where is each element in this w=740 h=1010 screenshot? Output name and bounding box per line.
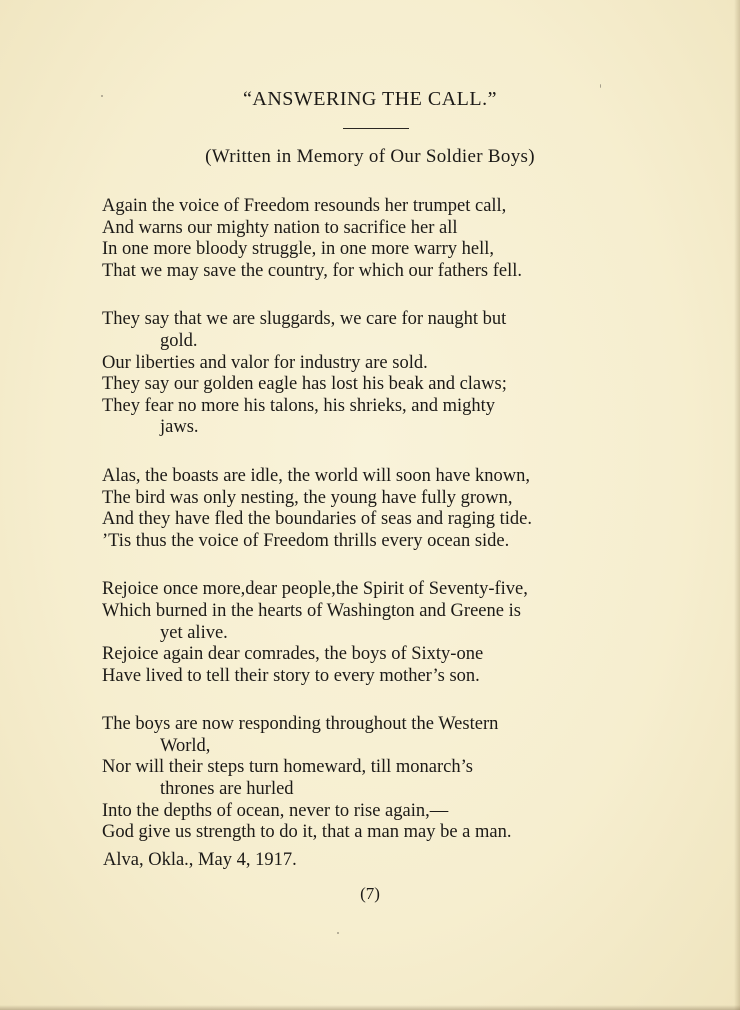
poem-body — [102, 196, 662, 871]
poem-line: Which burned in the hearts of Washington and Greene is — [102, 600, 521, 621]
poem-line-continuation: yet alive. — [160, 622, 228, 643]
stanza-4 — [102, 579, 662, 687]
stanza-2 — [102, 309, 662, 439]
poem-line: And warns our mighty nation to sacrifice her all — [102, 217, 458, 238]
poem-line-continuation: jaws. — [160, 417, 199, 438]
poem-line: Have lived to tell their story to every mother’s son. — [102, 665, 480, 686]
poem-line: Our liberties and valor for industry are sold. — [102, 352, 428, 373]
paper-speck — [101, 95, 103, 97]
poem-line: And they have fled the boundaries of seas and raging tide. — [102, 509, 532, 530]
poem-line: Again the voice of Freedom resounds her trumpet call, — [102, 196, 507, 216]
poem-line-continuation: gold. — [160, 330, 198, 351]
poem-line: They say our golden eagle has lost his beak and claws; — [102, 374, 507, 395]
poem-subtitle: (Written in Memory of Our Soldier Boys) — [205, 146, 535, 167]
stanza-1 — [102, 196, 662, 282]
place-and-date: Alva, Okla., May 4, 1917. — [103, 850, 297, 870]
poem-line: They say that we are sluggards, we care for naught but — [102, 309, 507, 330]
poem-line: Into the depths of ocean, never to rise again,— — [102, 800, 449, 821]
poem-line: Rejoice again dear comrades, the boys of Sixty-one — [102, 644, 484, 665]
poem-line: The bird was only nesting, the young have fully grown, — [102, 487, 513, 508]
poem-line: The boys are now responding throughout the Western — [102, 714, 499, 735]
page-number: (7) — [360, 884, 380, 903]
poem-title: “ANSWERING THE CALL.” — [243, 88, 497, 110]
poem-line: Rejoice once more,dear people,the Spirit of Seventy-five, — [102, 579, 528, 600]
poem-line: In one more bloody struggle, in one more warry hell, — [102, 239, 494, 260]
page-edge-shadow-bottom — [0, 1005, 740, 1010]
poem-line-continuation: thrones are hurled — [160, 779, 294, 800]
poem-line: They fear no more his talons, his shrieks, and mighty — [102, 395, 496, 416]
title-rule — [343, 128, 409, 129]
paper-speck — [600, 84, 601, 88]
poem-line: That we may save the country, for which our fathers fell. — [102, 260, 523, 281]
poem-line: God give us strength to do it, that a man may be a man. — [102, 822, 512, 843]
poem-line-continuation: World, — [160, 735, 211, 756]
poem-line: Alas, the boasts are idle, the world will soon have known, — [102, 465, 530, 486]
poem-line: Nor will their steps turn homeward, till monarch’s — [102, 757, 473, 778]
poem-line: ’Tis thus the voice of Freedom thrills every ocean side. — [102, 530, 510, 551]
stanza-3 — [102, 466, 662, 552]
paper-speck — [337, 932, 339, 934]
stanza-5 — [102, 714, 662, 844]
